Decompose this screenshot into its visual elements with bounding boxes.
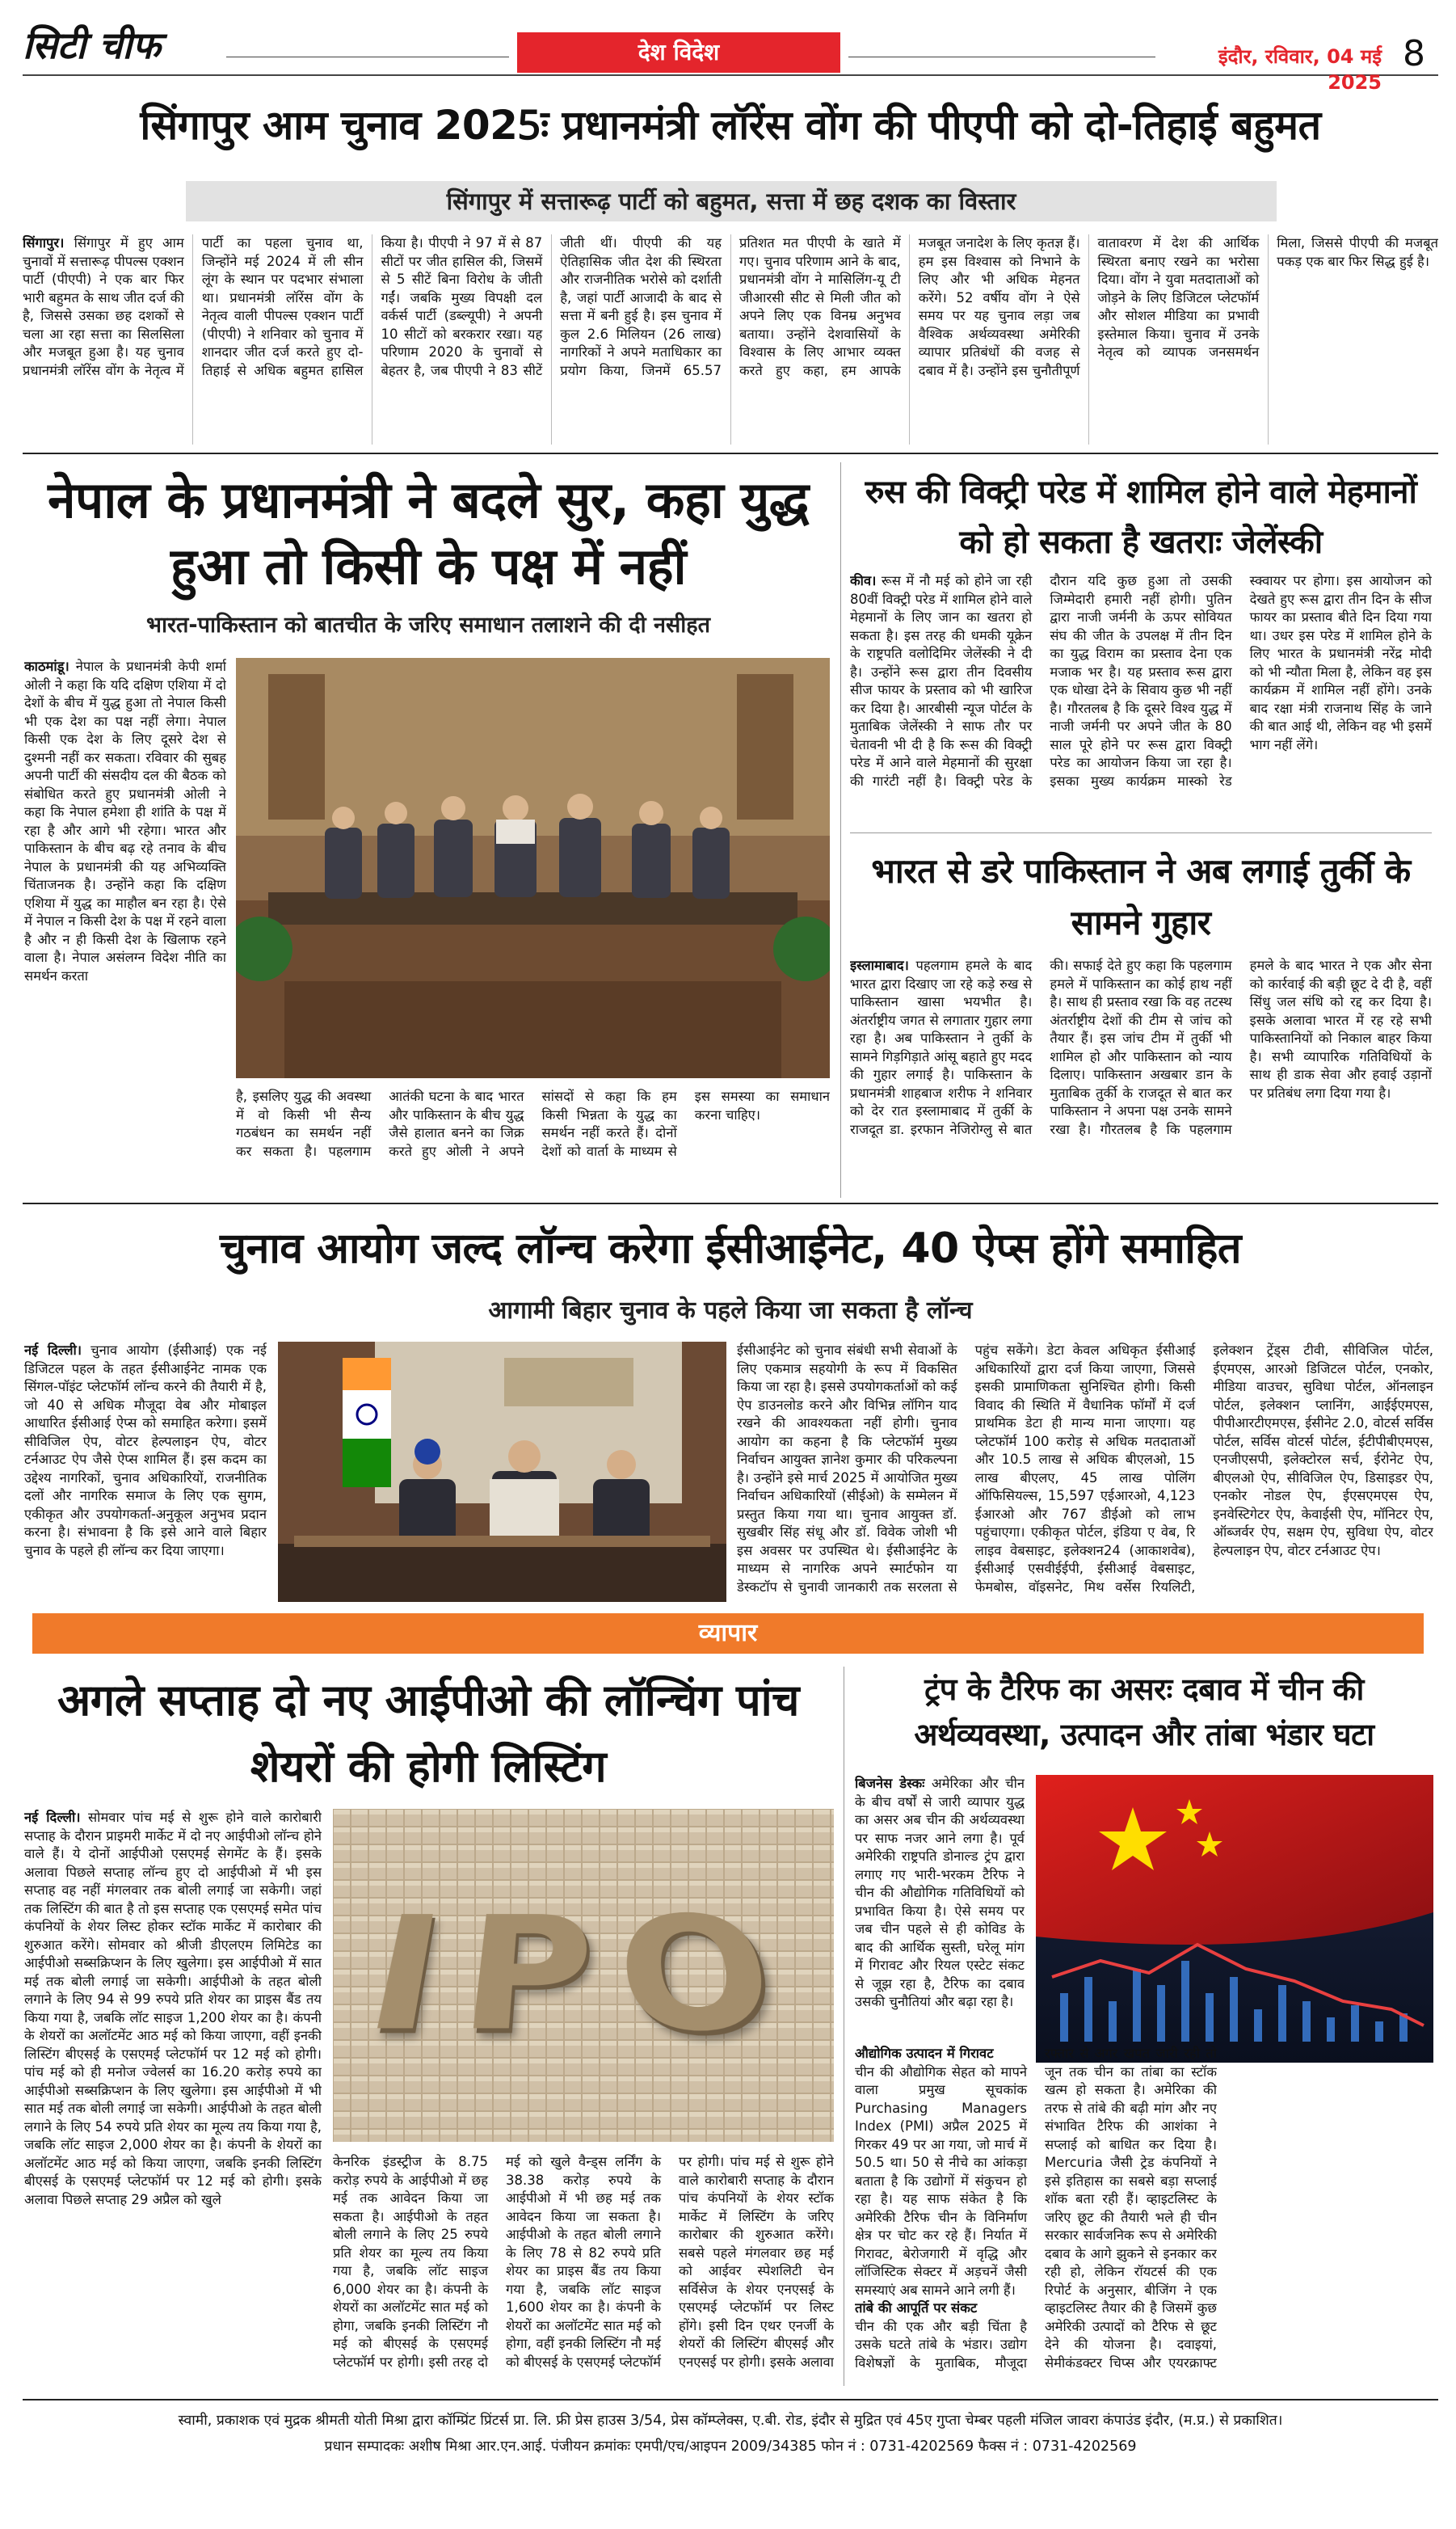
story5-dateline: नई दिल्ली। xyxy=(24,1342,82,1358)
story5-subhead: आगामी बिहार चुनाव के पहले किया जा सकता है लॉन्च xyxy=(488,1296,973,1325)
story6-text-left: सोमवार पांच मई से शुरू होने वाले कारोबारी सप्ताह के दौरान प्राइमरी मार्केट में दो नए आईपीओ लॉन्च होने वाले हैं। ये दोनों आईपीओ एसएमई सेगमेंट के हैं। इसके अलावा पिछले सप्ताह लॉन्च हुए दो आईपीओ में भी इस सप्ताह वह नहीं मंगलवार तक बोली लगाई जा सकेगी। जहां तक लिस्टिंग की बात है तो इस सप्ताह एक एसएमई समेत पांच कंपनियों के शेयर लिस्ट होकर स्टॉक मार्केट में कारोबार की शुरुआत करेंगे। सोमवार को श्रीजी डीएलएम लिमिटेड का आईपीओ सब्सक्रिप्शन के लिए खुलेगा। इस आईपीओ में सात मई तक बोली लगाई जा सकेगी। आईपीओ के तहत बोली लगाने के लिए 94 से 99 रुपये प्रति शेयर का प्राइस बैंड तय किया गया है, जबकि लॉट साइज 1,200 शेयर का है। कंपनी के शेयरों का अलॉटमेंट आठ मई को किया जाएगा, वहीं इनकी लिस्टिंग बीएसई के एसएमई प्लेटफॉर्म पर 12 मई को होगी। पांच मई को ही मनोज ज्वेलर्स का 16.20 करोड़ रुपये का आईपीओ सब्सक्रिप्शन के लिए खुलेगा। इस आईपीओ में भी सात मई तक बोली लगाई जा सकेगी। आईपीओ के तहत बोली लगाने के लिए 54 रुपये प्रति शेयर का मूल्य तय किया गया है, जबकि लॉट साइज 2,000 शेयर का है। कंपनी के शेयरों का अलॉटमेंट आठ मई को किया जाएगा, जबकि इनकी लिस्टिंग बीएसई के एसएमई प्लेटफॉर्म पर 12 मई को होगी। इसके अलावा पिछले सप्ताह 29 अप्रैल को खुले xyxy=(24,1810,322,2207)
story1-subhead: सिंगापुर में सत्तारूढ़ पार्टी को बहुमत, सत्ता में छह दशक का विस्तार xyxy=(186,181,1277,221)
story7-subhead-a: औद्योगिक उत्पादन में गिरावट xyxy=(855,2046,994,2061)
story4-headline: भारत से डरे पाकिस्तान ने अब लगाई तुर्की के सामने गुहार xyxy=(871,851,1411,942)
story2-text-left: नेपाल के प्रधानमंत्री केपी शर्मा ओली ने कहा कि यदि दक्षिण एशिया में दो देशों के बीच में युद्ध हुआ तो नेपाल किसी भी एक देश का पक्ष नहीं लेगा। नेपाल किसी एक देश के लिए दूसरे देश से दुश्मनी नहीं कर सकता। रविवार की सुबह अपनी पार्टी की संसदीय दल की बैठक को संबोधित करते हुए प्रधानमंत्री ओली ने कहा कि नेपाल हमेशा ही शांति के पक्ष में रहा है और आगे भी रहेगा। भारत और पाकिस्तान के बीच बढ़ रहे तनाव के बीच नेपाल के प्रधानमंत्री की यह अभिव्यक्ति चिंताजनक है। उन्होंने कहा कि दक्षिण एशिया में युद्ध का माहौल बन रहा है। ऐसे में नेपाल न किसी देश के पक्ष में रहने वाला है और न ही किसी देश के खिलाफ रहने वाला है। नेपाल असंलग्न विदेश नीति का समर्थन करता xyxy=(24,659,226,984)
story2-dateline: काठमांडू। xyxy=(24,659,69,674)
story7-text-top: अमेरिका और चीन के बीच वर्षों से जारी व्यापार युद्ध का असर अब चीन की अर्थव्यवस्था पर साफ नजर आने लगा है। पूर्व अमेरिकी राष्ट्रपति डोनाल्ड ट्रंप द्वारा लगाए गए भारी-भरकम टैरिफ ने चीन की औद्योगिक गतिविधियों को प्रभावित किया है। ऐसे समय पर जब चीन पहले से ही कोविड के बाद की आर्थिक सुस्ती, घरेलू मांग में गिरावट और रियल एस्टेट संकट से जूझ रहा है, टैरिफ का दबाव उसकी चुनौतियां और बढ़ा रहा है। xyxy=(855,1776,1025,2009)
story3-text: रूस में नौ मई को होने जा रही 80वीं विक्ट्री परेड में शामिल होने वाले मेहमानों के लिए जान का खतरा हो सकता है। इस तरह की धमकी यूक्रेन के राष्ट्रपति वलोदिमिर जेलेंस्की ने दी है। उन्होंने रूस द्वारा तीन दिवसीय सीज फायर के प्रस्ताव को भी खारिज कर दिया है। आरबीसी न्यूज पोर्टल के मुताबिक जेलेंस्की ने साफ तौर पर चेतावनी भी दी है कि रूस की विक्ट्री परेड में आने वाले मेहमानों की सुरक्षा की गारंटी नहीं है। विक्ट्री परेड के दौरान यदि कुछ हुआ तो उसकी जिम्मेदारी हमारी नहीं होगी। पुतिन द्वारा नाजी जर्मनी के ऊपर सोवियत संघ की जीत के उपलक्ष में तीन दिन का युद्ध विराम का प्रस्ताव देना एक मजाक भर है। यह प्रस्ताव रूस द्वारा एक धोखा देने के सिवाय कुछ भी नहीं है। गौरतलब है कि दूसरे विश्व युद्ध में नाजी जर्मनी पर अपने जीत के 80 साल पूरे होने पर रूस द्वारा विक्ट्री परेड का आयोजन किया जा रहा है। इसका मुख्य कार्यक्रम मास्को रेड स्क्वायर पर होगा। इस आयोजन को देखते हुए रूस द्वारा तीन दिन के सीज फायर का प्रस्ताव बीते दिन दिया गया था। उधर इस परेड में शामिल होने के लिए भारत के प्रधानमंत्री नरेंद्र मोदी को भी न्यौता मिला है, लेकिन वह इस कार्यक्रम में शामिल नहीं होंगे। उनके बाद रक्षा मंत्री राजनाथ सिंह के जाने की बात आई थी, लेकिन वह भी इसमें भाग नहीं लेंगे। xyxy=(850,573,1432,789)
story2-subhead: भारत-पाकिस्तान को बातचीत के जरिए समाधान तलाशने की दी नसीहत xyxy=(146,613,710,638)
footer-line-2: प्रधान सम्पादकः अशीष मिश्रा आर.एन.आई. पंजीयन क्रमांकः एमपी/एच/आइपन 2009/34385 फोन नं : 0731-4202569 फैक्स नं : 0731-4202569 xyxy=(324,2438,1137,2455)
story3-dateline: कीव। xyxy=(850,573,877,588)
story7-text-a: चीन की औद्योगिक सेहत को मापने वाला प्रमुख सूचकांक Purchasing Managers Index (PMI) अप्रैल 2025 में गिरकर 49 पर आ गया, जो मार्च में 50.5 था। 50 से नीचे का आंकड़ा बताता है कि उद्योगों में संकुचन हो रहा है। यह साफ संकेत है कि अमेरिकी टैरिफ चीन के विनिर्माण क्षेत्र पर चोट कर रहे हैं। निर्यात में गिरावट, बेरोजगारी में वृद्धि और लॉजिस्टिक सेक्टर में अड़चनें जैसी समस्याएं अब सामने आने लगी हैं। xyxy=(855,2063,1027,2298)
story2-body-left xyxy=(24,658,226,1111)
story6-dateline: नई दिल्ली। xyxy=(24,1810,81,1825)
story5-headline: चुनाव आयोग जल्द लॉन्च करेगा ईसीआईनेट, 40 ऐप्स होंगे समाहित xyxy=(219,1224,1242,1273)
divider xyxy=(23,1203,1438,1204)
story1-dateline: सिंगापुर। xyxy=(23,235,65,251)
story7-headline: ट्रंप के टैरिफ का असरः दबाव में चीन की अर्थव्यवस्था, उत्पादन और तांबा भंडार घटा xyxy=(914,1671,1374,1752)
story7-body-mid xyxy=(855,2045,1217,2384)
story3-body xyxy=(850,572,1432,826)
election-commission-photo xyxy=(278,1342,726,1602)
story1-text: सिंगापुर में हुए आम चुनावों में सत्तारूढ़ पीपल्स एक्शन पार्टी (पीएपी) ने एक बार फिर भारी बहुमत के साथ जीत दर्ज की है, जिससे उसका छह दशकों से चला आ रहा सत्ता का सिलसिला और मजबूत हुआ है। यह चुनाव प्रधानमंत्री लॉरेंस वोंग के नेतृत्व में पार्टी का पहला चुनाव था, जिन्होंने मई 2024 में ली सीन लूंग के स्थान पर पदभार संभाला था। प्रधानमंत्री लॉरेंस वोंग के नेतृत्व वाली पीपल्स एक्शन पार्टी (पीएपी) ने शनिवार को चुनाव में शानदार जीत दर्ज करते हुए दो-तिहाई से अधिक बहुमत हासिल किया है। पीएपी ने 97 में से 87 सीटों पर जीत हासिल की, जिसमें से 5 सीटें बिना विरोध के जीती गईं। जबकि मुख्य विपक्षी दल वर्कर्स पार्टी (डब्ल्यूपी) ने अपनी 10 सीटों को बरकरार रखा। यह परिणाम 2020 के चुनावों से बेहतर है, जब पीएपी ने 83 सीटें जीती थीं। पीएपी की यह ऐतिहासिक जीत देश की स्थिरता और राजनीतिक भरोसे को दर्शाती है, जहां पार्टी आजादी के बाद से सत्ता में बनी हुई है। इस चुनाव में कुल 2.6 मिलियन (26 लाख) नागरिकों ने अपने मताधिकार का प्रयोग किया, जिनमें 65.57 प्रतिशत मत पीएपी के खाते में गए। चुनाव परिणाम आने के बाद, प्रधानमंत्री वोंग ने मासिलिंग-यू टी जीआरसी सीट से मिली जीत को अपने लिए एक विनम्र अनुभव बताया। उन्होंने देशवासियों के विश्वास के लिए आभार व्यक्त करते हुए कहा, हम आपके मजबूत जनादेश के लिए कृतज्ञ हैं। हम इस विश्वास को निभाने के लिए और भी अधिक मेहनत करेंगे। 52 वर्षीय वोंग ने ऐसे समय पर यह चुनाव लड़ा जब वैश्विक अर्थव्यवस्था अमेरिकी व्यापार प्रतिबंधों की वजह से दबाव में है। उन्होंने इस चुनौतीपूर्ण वातावरण में देश की आर्थिक स्थिरता बनाए रखने का भरोसा दिया। वोंग ने युवा मतदाताओं को जोड़ने के लिए डिजिटल प्लेटफॉर्म और सोशल मीडिया का प्रभावी इस्तेमाल किया। चुनाव में उनके नेतृत्व को व्यापक जनसमर्थन मिला, जिससे पीएपी की मजबूत पकड़ एक बार फिर सिद्ध हुई है। xyxy=(23,235,1438,378)
column-divider xyxy=(840,462,841,1198)
story7-body-top xyxy=(855,1775,1025,2040)
story7-dateline: बिजनेस डेस्कः xyxy=(855,1776,925,1791)
dateline: इंदौर, रविवार, 04 मई 2025 xyxy=(1218,45,1382,94)
story6-body-bottom xyxy=(333,2153,834,2386)
section-label: देश विदेश xyxy=(517,32,840,73)
story5-body-right xyxy=(737,1342,1433,1602)
story6-text-bottom: केनरिक इंडस्ट्रीज के 8.75 करोड़ रुपये के आईपीओ में छह मई तक आवेदन किया जा सकता है। आईपीओ के तहत बोली लगाने के लिए 25 रुपये प्रति शेयर का मूल्य तय किया गया है, जबकि लॉट साइज 6,000 शेयर का है। कंपनी के शेयरों का अलॉटमेंट सात मई को होगा, जबकि इनकी लिस्टिंग नौ मई को बीएसई के एसएमई प्लेटफॉर्म पर होगी। इसी तरह दो मई को खुले वैन्ड्स लर्निंग के 38.38 करोड़ रुपये के आईपीओ में भी छह मई तक आवेदन किया जा सकता है। आईपीओ के तहत बोली लगाने के लिए 78 से 82 रुपये प्रति शेयर का प्राइस बैंड तय किया गया है, जबकि लॉट साइज 1,600 शेयर का है। कंपनी के शेयरों का अलॉटमेंट सात मई को होगा, वहीं इनकी लिस्टिंग नौ मई को बीएसई के एसएमई प्लेटफॉर्म पर होगी। पांच मई से शुरू होने वाले कारोबारी सप्ताह के दौरान पांच कंपनियों के शेयर स्टॉक मार्केट में लिस्टिंग के जरिए कारोबार की शुरुआत करेंगे। सबसे पहले मंगलवार छह मई को आईवर स्पेशलिटी चेन सर्विसेज के शेयर एनएसई के एसएमई प्लेटफॉर्म पर लिस्ट होंगे। इसी दिन एथर एनर्जी के शेयरों की लिस्टिंग बीएसई और एनएसई पर होगी। इसके अलावा xyxy=(333,2154,834,2370)
paper-name: सिटी चीफ xyxy=(23,23,161,67)
story5-body-left xyxy=(24,1342,267,1602)
footer-line-1: स्वामी, प्रकाशक एवं मुद्रक श्रीमती योती मिश्रा द्वारा कॉम्प्रिंट प्रिंटर्स प्रा. लि. फ्री प्रेस हाउस 3/54, प्रेस कॉम्प्लेक्स, ए.बी. रोड, इंदौर से मुद्रित एवं 45ए गुप्ता चेम्बर पहली मंजिल जावरा कंपाउंड इंदौर, (म.प्र.) से प्रकाशित। xyxy=(178,2413,1283,2429)
footer-rule xyxy=(23,2399,1438,2400)
story6-headline: अगले सप्ताह दो नए आईपीओ की लॉन्चिंग पांच शेयरों की होगी लिस्टिंग xyxy=(57,1674,799,1792)
story7-subhead-b: तांबे की आपूर्ति पर संकट xyxy=(855,2300,978,2316)
story4-text: पहलगाम हमले के बाद भारत द्वारा दिखाए जा रहे कड़े रुख से पाकिस्तान खासा भयभीत है। अंतर्राष्ट्रीय जगत से लगातार गुहार लगा रहा है। अब पाकिस्तान ने तुर्की के सामने गिड़गिड़ाते आंसू बहाते हुए मदद की गुहार लगाई है। पाकिस्तान के प्रधानमंत्री शाहबाज शरीफ ने शनिवार को देर रात इस्लामाबाद में तुर्की के राजदूत डा. इरफान नेजिरोग्लु से बात की। सफाई देते हुए कहा कि पहलगाम हमले में पाकिस्तान का कोई हाथ नहीं है। साथ ही प्रस्ताव रखा कि वह तटस्थ अंतर्राष्ट्रीय देशों की टीम से जांच को तैयार हैं। इस जांच टीम में तुर्की भी शामिल हो और पाकिस्तान को न्याय दिलाए। पाकिस्तान अखबार डान के मुताबिक तुर्की के राजदूत से बात कर पाकिस्तान ने अपना पक्ष उनके सामने रखा है। गौरतलब है कि पहलगाम हमले के बाद भारत ने एक और सेना को कार्रवाई की बड़ी छूट दे दी है, वहीं सिंधु जल संधि को रद्द कर दिया है। इसके अलावा भारत में रह रहे सभी पाकिस्तानियों को निकाल बाहर किया है। सभी व्यापारिक गतिविधियों के साथ ही डाक सेवा और हवाई उड़ानों पर प्रतिबंध लगा दिया गया है। xyxy=(850,958,1432,1137)
story4-body xyxy=(850,957,1432,1193)
business-banner: व्यापार xyxy=(32,1613,1424,1654)
page-number: 8 xyxy=(1403,33,1425,74)
divider xyxy=(23,453,1438,454)
china-flag-chart-image xyxy=(1036,1775,1433,2063)
divider xyxy=(850,832,1432,833)
story2-headline: नेपाल के प्रधानमंत्री ने बदले सुर, कहा युद्ध हुआ तो किसी के पक्ष में नहीं xyxy=(48,470,809,596)
story2-text-bottom: है, इसलिए युद्ध की अवस्था में वो किसी भी सैन्य गठबंधन का समर्थन नहीं कर सकता है। पहलगाम आतंकी घटना के बाद भारत और पाकिस्तान के बीच युद्ध जैसे हालात बनने का जिक्र करते हुए ओली ने अपने सांसदों से कहा कि हम किसी भिन्नता के युद्ध का समर्थन नहीं करते हैं। दोनों देशों को वार्ता के माध्यम से इस समस्या का समाधान करना चाहिए। xyxy=(236,1089,830,1159)
story2-body-bottom xyxy=(236,1088,830,1193)
story6-body-left xyxy=(24,1809,322,2375)
ipo-cubes-image xyxy=(333,1809,834,2142)
story5-text-right: ईसीआईनेट को चुनाव संबंधी सभी सेवाओं के लिए एकमात्र सहयोगी के रूप में विकसित किया जा रहा है। इससे उपयोगकर्ताओं को कई ऐप डाउनलोड करने और विभिन्न लॉगिन याद रखने की आवश्यकता नहीं होगी। चुनाव आयोग का कहना है कि प्लेटफॉर्म मुख्य निर्वाचन आयुक्त ज्ञानेश कुमार की परिकल्पना है। उन्होंने इसे मार्च 2025 में आयोजित मुख्य निर्वाचन अधिकारियों (सीईओ) के सम्मेलन में प्रस्तुत किया गया था। चुनाव आयुक्त डॉ. सुखबीर सिंह संधू और डॉ. विवेक जोशी भी इस अवसर पर उपस्थित थे। ईसीआईनेट के माध्यम से नागरिक अपने स्मार्टफोन या डेस्कटॉप से चुनावी जानकारी तक सरलता से पहुंच सकेंगे। डेटा केवल अधिकृत ईसीआई अधिकारियों द्वारा दर्ज किया जाएगा, जिससे इसकी प्रामाणिकता सुनिश्चित होगी। किसी विवाद की स्थिति में वैधानिक फॉर्मों में दर्ज प्राथमिक डेटा ही मान्य माना जाएगा। यह प्लेटफॉर्म 100 करोड़ से अधिक मतदाताओं और 10.5 लाख से अधिक बीएलओ, 15 लाख बीएलए, 45 लाख पोलिंग ऑफिसियल्स, 15,597 एईआरओ, 4,123 ईआरओ और 767 डीईओ को लाभ पहुंचाएगा। एकीकृत पोर्टल, इंडिया ए वेब, रि लाइव वेबसाइट, इलेक्शन24 (आकाशवेब), ईसीआई एसवीईईपी, ईसीआई वेबसाइट, फेमबोस, वॉइसनेट, मिथ वर्सेस रियलिटी, इलेक्शन ट्रेंड्स टीवी, सीविजिल पोर्टल, ईएमएस, आरओ डिजिटल पोर्टल, एनकोर, मीडिया वाउचर, सुविधा पोर्टल, ऑनलाइन पोर्टल, इलेक्शन प्लानिंग, आईईएमएस, पीपीआरटीएमएस, ईसीनेट 2.0, वोटर्स सर्विस पोर्टल, सर्विस वोटर्स पोर्टल, ईटीपीबीएमएस, एनजीएसपी, इलेक्टोरल सर्च, ईरोनेट ऐप, बीएलओ ऐप, सीविजिल ऐप, डिसाइडर ऐप, एनकोर नोडल ऐप, ईएसएमएस ऐप, इनवेस्टिगेटर ऐप, केवाईसी ऐप, मॉनिटर ऐप, ऑब्जर्वर ऐप, सक्षम ऐप, सुविधा ऐप, वोटर हेल्पलाइन ऐप, वोटर टर्नआउट ऐप। xyxy=(737,1342,1433,1595)
nepal-meeting-photo xyxy=(236,658,830,1078)
ipo-image-text: IPO xyxy=(349,1887,818,2072)
story7-text-b: चीन की एक और बड़ी चिंता है उसके घटते तांबे के भंडार। उद्योग विशेषज्ञों के मुताबिक, मौजूदा रफ्तार से अगर खपत जारी रही तो जून तक चीन का तांबा का स्टॉक खत्म हो सकता है। अमेरिका की तरफ से तांबे की बढ़ी मांग और नए संभावित टैरिफ की आशंका ने सप्लाई को बाधित कर दिया है। Mercuria जैसी ट्रेड कंपनियों ने इसे इतिहास का सबसे बड़ा सप्लाई शॉक बता रही हैं। व्हाइटलिस्ट के जरिए छूट की तैयारी भले ही चीन सरकार सार्वजनिक रूप से अमेरिकी दबाव के आगे झुकने से इनकार कर रही हो, लेकिन रॉयटर्स की एक रिपोर्ट के अनुसार, बीजिंग ने एक व्हाइटलिस्ट तैयार की है जिसमें कुछ अमेरिकी उत्पादों को टैरिफ से छूट देने की योजना है। दवाइयां, सेमीकंडक्टर चिप्स और एयरक्राफ्ट xyxy=(855,2046,1217,2371)
story1-body xyxy=(23,234,1438,445)
story1-headline: सिंगापुर आम चुनाव 2025ः प्रधानमंत्री लॉरेंस वोंग की पीएपी को दो-तिहाई बहुमत xyxy=(140,102,1321,149)
story5-text-left: चुनाव आयोग (ईसीआई) एक नई डिजिटल पहल के तहत ईसीआईनेट नामक एक सिंगल-पॉइंट प्लेटफॉर्म लॉन्च करने की तैयारी में है, जो 40 से अधिक मौजूदा वेब और मोबाइल आधारित ईसीआई ऐप्स को समाहित करेगा। इसमें सीविजिल ऐप, वोटर हेल्पलाइन ऐप, वोटर टर्नआउट ऐप जैसे ऐप्स शामिल हैं। इस कदम का उद्देश्य नागरिकों, चुनाव अधिकारियों, राजनीतिक दलों और नागरिक समाज के लिए एक सुगम, एकीकृत और उपयोगकर्ता-अनुकूल अनुभव प्रदान करना है। संभावना है कि इसे आने वाले बिहार चुनाव के पहले ही लॉन्च कर दिया जाएगा। xyxy=(24,1342,267,1558)
story3-headline: रुस की विक्ट्री परेड में शामिल होने वाले मेहमानों को हो सकता है खतराः जेलेंस्की xyxy=(865,474,1417,561)
story4-dateline: इस्लामाबाद। xyxy=(850,958,909,973)
